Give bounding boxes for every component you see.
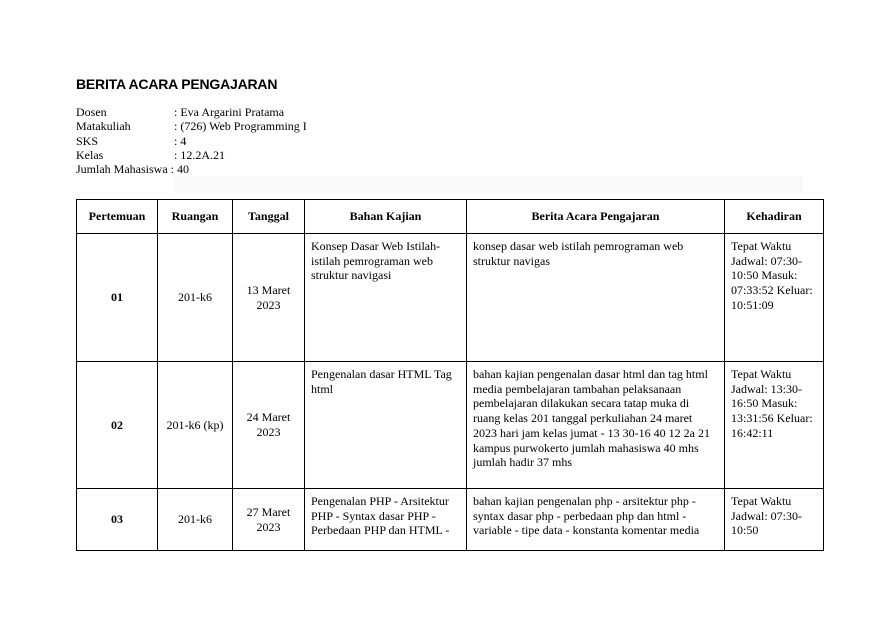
- header-berita-acara: Berita Acara Pengajaran: [467, 200, 725, 234]
- tanggal-text: 27 Maret 2023: [246, 504, 291, 534]
- header-tanggal: Tanggal: [233, 200, 305, 234]
- info-label: Matakuliah: [76, 119, 131, 134]
- cell-kehadiran: Tepat Waktu Jadwal: 07:30-10:50 Masuk: 07:33:52 Keluar: 10:51:09: [725, 234, 824, 362]
- info-label: Kelas: [76, 147, 104, 162]
- cell-kehadiran: Tepat Waktu Jadwal: 13:30-16:50 Masuk: 13:31:56 Keluar: 16:42:11: [725, 362, 824, 489]
- table-header-row: [77, 200, 824, 234]
- kehadiran-text: Tepat Waktu Jadwal: 07:30-10:50: [731, 494, 802, 538]
- cell-pertemuan: 01: [77, 234, 158, 362]
- berita-text: bahan kajian pengenalan php - arsitektur php - syntax dasar php - perbedaan php dan html - variable - tipe data - konstanta komentar media: [473, 494, 700, 538]
- info-label: Dosen: [76, 105, 107, 119]
- info-value: : 4: [174, 133, 187, 148]
- cell-ruangan: 201-k6: [158, 489, 233, 551]
- cell-berita-acara: bahan kajian pengenalan dasar html dan tag html media pembelajaran tambahan pelaksanaan pembelajaran dilakukan secara tatap muka di ruang kelas 201 tanggal perkuliahan 24 maret 2023 hari jam kelas jumat - 13 30-16 40 12 2a 21 kampus purwokerto jumlah mahasiswa 40 mhs jumlah hadir 37 mhs: [467, 362, 725, 489]
- info-value: : 12.2A.21: [174, 147, 225, 162]
- table-row: [77, 362, 824, 489]
- table-row: [77, 489, 824, 551]
- info-kelas: [76, 148, 307, 162]
- table-row: [77, 234, 824, 362]
- info-label: Jumlah Mahasiswa: [76, 162, 168, 177]
- cell-tanggal: [233, 489, 305, 551]
- info-sks: [76, 134, 307, 148]
- tanggal-text: 24 Maret 2023: [246, 410, 291, 439]
- info-value: : 40: [170, 162, 189, 177]
- info-value: : (726) Web Programming I: [174, 119, 307, 134]
- cell-tanggal: [233, 234, 305, 362]
- header-ruangan: Ruangan: [158, 200, 233, 234]
- cell-bahan-kajian: Konsep Dasar Web Istilah-istilah pemrograman web struktur navigasi: [305, 234, 467, 362]
- cell-pertemuan: 03: [77, 489, 158, 551]
- bahan-text: Pengenalan PHP - Arsitektur PHP - Syntax dasar PHP - Perbedaan PHP dan HTML -: [311, 494, 450, 538]
- cell-tanggal: [233, 362, 305, 489]
- divider-band: [175, 176, 803, 193]
- course-info: [76, 105, 307, 176]
- tanggal-text: 13 Maret 2023: [246, 282, 291, 312]
- cell-berita-acara: [467, 489, 725, 551]
- info-dosen: [76, 105, 307, 119]
- cell-bahan-kajian: [305, 489, 467, 551]
- header-kehadiran: Kehadiran: [725, 200, 824, 234]
- cell-bahan-kajian: Pengenalan dasar HTML Tag html: [305, 362, 467, 489]
- cell-kehadiran: [725, 489, 824, 551]
- header-bahan-kajian: Bahan Kajian: [305, 200, 467, 234]
- attendance-table: [76, 199, 824, 551]
- cell-ruangan: 201-k6: [158, 234, 233, 362]
- cell-pertemuan: 02: [77, 362, 158, 489]
- info-value: : Eva Argarini Pratama: [174, 105, 285, 119]
- cell-ruangan: 201-k6 (kp): [158, 362, 233, 489]
- info-matakuliah: [76, 119, 307, 133]
- header-pertemuan: Pertemuan: [77, 200, 158, 234]
- document-title: BERITA ACARA PENGAJARAN: [76, 76, 278, 92]
- info-label: SKS: [76, 133, 99, 148]
- cell-berita-acara: konsep dasar web istilah pemrograman web struktur navigas: [467, 234, 725, 362]
- info-jumlah-mahasiswa: [76, 162, 307, 176]
